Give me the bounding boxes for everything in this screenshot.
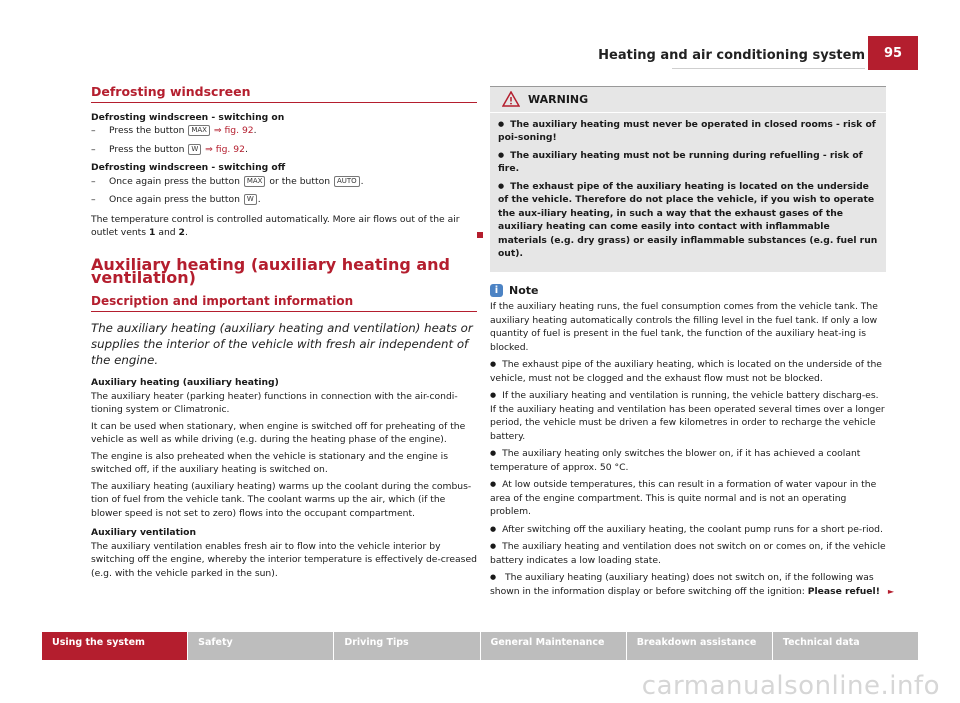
step-on-1: – Press the button MAX ⇒ fig. 92.	[91, 124, 477, 138]
section-end-marker	[477, 232, 483, 238]
continue-arrow-icon: ►	[887, 586, 894, 596]
warning-box	[490, 86, 886, 272]
section-title-defrosting: Defrosting windscreen	[91, 85, 477, 103]
fig-ref-link[interactable]: ⇒ fig. 92	[205, 143, 245, 155]
nav-tab-breakdown-assistance[interactable]: Breakdown assistance	[627, 632, 772, 660]
chapter-title: Auxiliary heating (auxiliary heating and ventilation)	[91, 254, 451, 287]
header-divider	[672, 68, 865, 69]
right-column	[490, 86, 894, 602]
running-header-title: Heating and air conditioning system	[598, 48, 865, 63]
defrost-max-key-icon: MAX	[188, 125, 210, 136]
page-number: 95	[868, 36, 918, 70]
aux-paragraph-4: The auxiliary heating (auxiliary heating) warms up the coolant during the combus-tion of fuel from the vehicle tank. The coolant warms up the air, which (if the blower speed is not set to zero) flows into the occupant compartment.	[91, 480, 472, 519]
note-item: ● The auxiliary heating only switches the blower on, if it has achieved a coolant temperature of approx. 50 °C.	[490, 447, 886, 474]
nav-tab-safety[interactable]: Safety	[188, 632, 333, 660]
step-on-2: – Press the button W ⇒ fig. 92.	[91, 143, 477, 157]
step-off-1: – Once again press the button MAX or the button AUTO .	[91, 175, 477, 189]
fig-ref-link[interactable]: ⇒ fig. 92	[213, 125, 254, 136]
note-item: ● At low outside temperatures, this can result in a formation of water vapour in the area of the engine compartment. This is quite normal and is not an operating problem.	[490, 478, 886, 519]
note-item: ● The auxiliary heating and ventilation does not switch on or comes on, if the vehicle battery indicates a low loading state.	[490, 540, 886, 567]
auto-key: AUTO	[334, 176, 360, 187]
warning-item: ● The exhaust pipe of the auxiliary heating is located on the underside of the vehicle. Therefore do not place the vehicle, if you wish to operate the aux-iliary heating, in such a way that the exhaust gases of the auxiliary heating can come easily into contact with inflammable materials (e.g. dry grass) or easily inflammable substances (e.g. fuel run out).	[498, 180, 878, 261]
warning-triangle-icon	[502, 91, 520, 107]
section-title-description: Description and important information	[91, 295, 477, 313]
warning-item: ● The auxiliary heating must not be running during refuelling - risk of fire.	[498, 149, 878, 176]
nav-tab-driving-tips[interactable]: Driving Tips	[334, 632, 479, 660]
info-icon: i	[490, 284, 503, 297]
chapter-nav	[42, 632, 918, 660]
aux-paragraph-3: The engine is also preheated when the vehicle is stationary and the engine is switched off, if the auxiliary heating is switched on.	[91, 450, 449, 475]
note-box	[490, 283, 894, 599]
note-item: ● After switching off the auxiliary heating, the coolant pump runs for a short pe-riod.	[490, 523, 886, 537]
note-header: i Note	[490, 284, 886, 298]
switch-on-heading: Defrosting windscreen - switching on	[91, 111, 285, 123]
temperature-paragraph: The temperature control is controlled automatically. More air flows out of the air outlet vents 1 and 2.	[91, 213, 477, 240]
left-column	[91, 85, 477, 583]
note-intro: If the auxiliary heating runs, the fuel consumption comes from the vehicle tank. The auxiliary heating automatically controls the filling level in the fuel tank. If only a low quantity of fuel is present in the fuel tank, the function of the auxiliary heat-ing is blocked.	[490, 301, 878, 353]
step-off-2: – Once again press the button W .	[91, 193, 477, 207]
note-item: ● If the auxiliary heating and ventilation is running, the vehicle battery discharg-es. If the auxiliary heating and ventilation has been operated several times over a longer period, the vehicle must be driven a few kilometres in order to recharge the vehicle battery.	[490, 389, 886, 443]
defrost-max-key-icon: MAX	[244, 176, 266, 187]
nav-tab-general-maintenance[interactable]: General Maintenance	[481, 632, 626, 660]
nav-tab-using-the-system[interactable]: Using the system	[42, 632, 187, 660]
defrost-key-icon: W	[188, 144, 201, 155]
note-item: ● The exhaust pipe of the auxiliary heating, which is located on the underside of the vehicle, must not be clogged and the exhaust flow must not be blocked.	[490, 358, 886, 385]
warning-header: WARNING	[490, 87, 886, 113]
aux-paragraph-2: It can be used when stationary, when engine is switched off for preheating of the vehicle as well as while driving (e.g. during the heating phase of the engine).	[91, 420, 466, 445]
lead-paragraph: The auxiliary heating (auxiliary heating and ventilation) heats or supplies the interior of the vehicle with fresh air independent of the engine.	[91, 321, 473, 367]
watermark: carmanualsonline.info	[641, 671, 940, 701]
nav-tab-technical-data[interactable]: Technical data	[773, 632, 918, 660]
aux-paragraph-1: The auxiliary heater (parking heater) functions in connection with the air-condi-tioning system or Climatronic.	[91, 390, 458, 415]
aux-ventilation-paragraph: The auxiliary ventilation enables fresh air to flow into the vehicle interior by switching off the engine, whereby the interior temperature is effectively de-creased (e.g. with the vehicle parked in the sun).	[91, 540, 477, 579]
aux-heating-heading: Auxiliary heating (auxiliary heating)	[91, 377, 279, 388]
warning-item: ● The auxiliary heating must never be operated in closed rooms - risk of poi-soning!	[498, 118, 878, 145]
aux-ventilation-heading: Auxiliary ventilation	[91, 527, 196, 538]
note-item-last: ● The auxiliary heating (auxiliary heating) does not switch on, if the following was shown in the information display or before switching off the ignition: Please refuel! ►	[490, 571, 886, 598]
switch-off-heading: Defrosting windscreen - switching off	[91, 162, 286, 173]
defrost-key-icon: W	[244, 194, 257, 205]
